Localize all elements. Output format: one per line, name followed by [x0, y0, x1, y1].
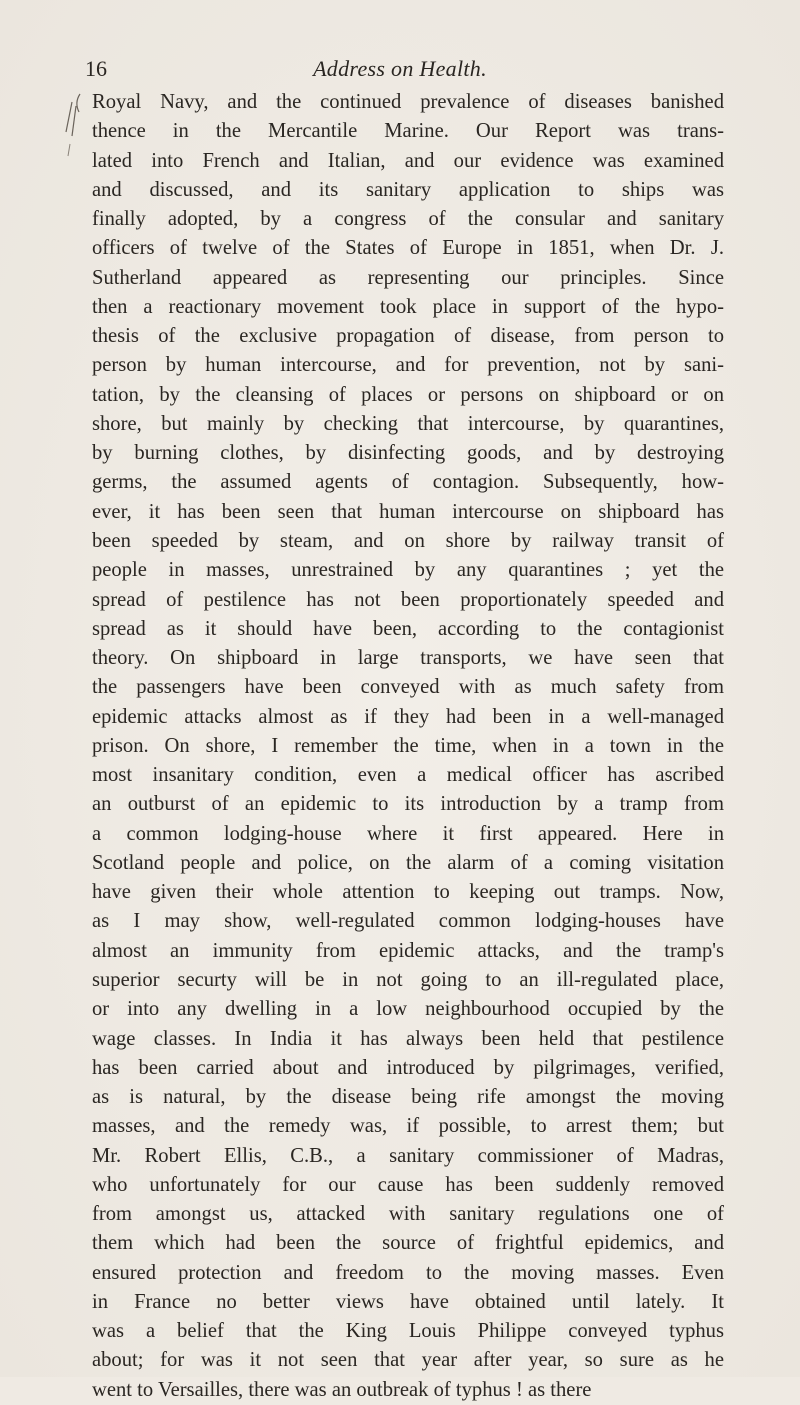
text-line: has been carried about and introduced by pilgrimages, verified,: [92, 1056, 724, 1079]
text-line: officers of twelve of the States of Europe in 1851, when Dr. J.: [92, 237, 724, 260]
text-line: Sutherland appeared as representing our principles. Since: [92, 266, 724, 289]
page-number: 16: [85, 56, 107, 81]
text-line: them which had been the source of frightful epidemics, and: [92, 1232, 724, 1255]
text-line: most insanitary condition, even a medical officer has ascribed: [92, 764, 724, 787]
text-line: about; for was it not seen that year after year, so sure as he: [92, 1349, 724, 1372]
text-line: spread of pestilence has not been proportionately speeded and: [92, 588, 724, 611]
text-line: finally adopted, by a congress of the consular and sanitary: [92, 208, 724, 231]
text-line: thence in the Mercantile Marine. Our Report was trans-: [92, 120, 724, 143]
text-line: been speeded by steam, and on shore by railway transit of: [92, 529, 724, 552]
text-line: shore, but mainly by checking that intercourse, by quarantines,: [92, 412, 724, 435]
text-line: wage classes. In India it has always been held that pestilence: [92, 1027, 724, 1050]
text-line: lated into French and Italian, and our evidence was examined: [92, 149, 724, 172]
text-line: thesis of the exclusive propagation of disease, from person to: [92, 325, 724, 348]
body-text: [92, 88, 724, 1405]
text-line: in France no better views have obtained until lately. It: [92, 1290, 724, 1313]
text-line: and discussed, and its sanitary application to ships was: [92, 178, 724, 201]
text-line: ever, it has been seen that human intercourse on shipboard has: [92, 500, 724, 523]
text-line: epidemic attacks almost as if they had been in a well-managed: [92, 705, 724, 728]
text-line: superior securty will be in not going to an ill-regulated place,: [92, 968, 724, 991]
text-line: by burning clothes, by disinfecting goods, and by destroying: [92, 442, 724, 465]
text-line: from amongst us, attacked with sanitary regulations one of: [92, 1203, 724, 1226]
text-line: who unfortunately for our cause has been suddenly removed: [92, 1173, 724, 1196]
text-line: Mr. Robert Ellis, C.B., a sanitary commissioner of Madras,: [92, 1144, 724, 1167]
text-line: people in masses, unrestrained by any quarantines ; yet the: [92, 559, 724, 582]
page-header: [85, 56, 715, 86]
text-line: spread as it should have been, according to the contagionist: [92, 617, 724, 640]
text-line: then a reactionary movement took place in support of the hypo-: [92, 295, 724, 318]
text-line: the passengers have been conveyed with as much safety from: [92, 676, 724, 699]
text-line: theory. On shipboard in large transports, we have seen that: [92, 647, 724, 670]
text-line: tation, by the cleansing of places or persons on shipboard or on: [92, 383, 724, 406]
text-line: was a belief that the King Louis Philippe conveyed typhus: [92, 1320, 724, 1343]
text-line: masses, and the remedy was, if possible, to arrest them; but: [92, 1115, 724, 1138]
text-line: ensured protection and freedom to the moving masses. Even: [92, 1261, 724, 1284]
running-title: Address on Health.: [313, 56, 487, 81]
text-line: or into any dwelling in a low neighbourhood occupied by the: [92, 998, 724, 1021]
text-line: germs, the assumed agents of contagion. Subsequently, how-: [92, 471, 724, 494]
text-line: Scotland people and police, on the alarm of a coming visitation: [92, 851, 724, 874]
text-line: have given their whole attention to keeping out tramps. Now,: [92, 881, 724, 904]
text-line: as I may show, well-regulated common lodging-houses have: [92, 910, 724, 933]
text-line: went to Versailles, there was an outbreak of typhus ! as there: [92, 1378, 592, 1401]
text-line: Royal Navy, and the continued prevalence of diseases banished: [92, 91, 724, 113]
text-line: a common lodging-house where it first appeared. Here in: [92, 822, 724, 845]
margin-pencil-marks: [56, 92, 86, 162]
text-line: an outburst of an epidemic to its introduction by a tramp from: [92, 793, 724, 816]
text-line: almost an immunity from epidemic attacks, and the tramp's: [92, 939, 724, 962]
text-line: as is natural, by the disease being rife amongst the moving: [92, 1086, 724, 1109]
text-line: prison. On shore, I remember the time, when in a town in the: [92, 734, 724, 757]
text-line: person by human intercourse, and for prevention, not by sani-: [92, 354, 724, 377]
